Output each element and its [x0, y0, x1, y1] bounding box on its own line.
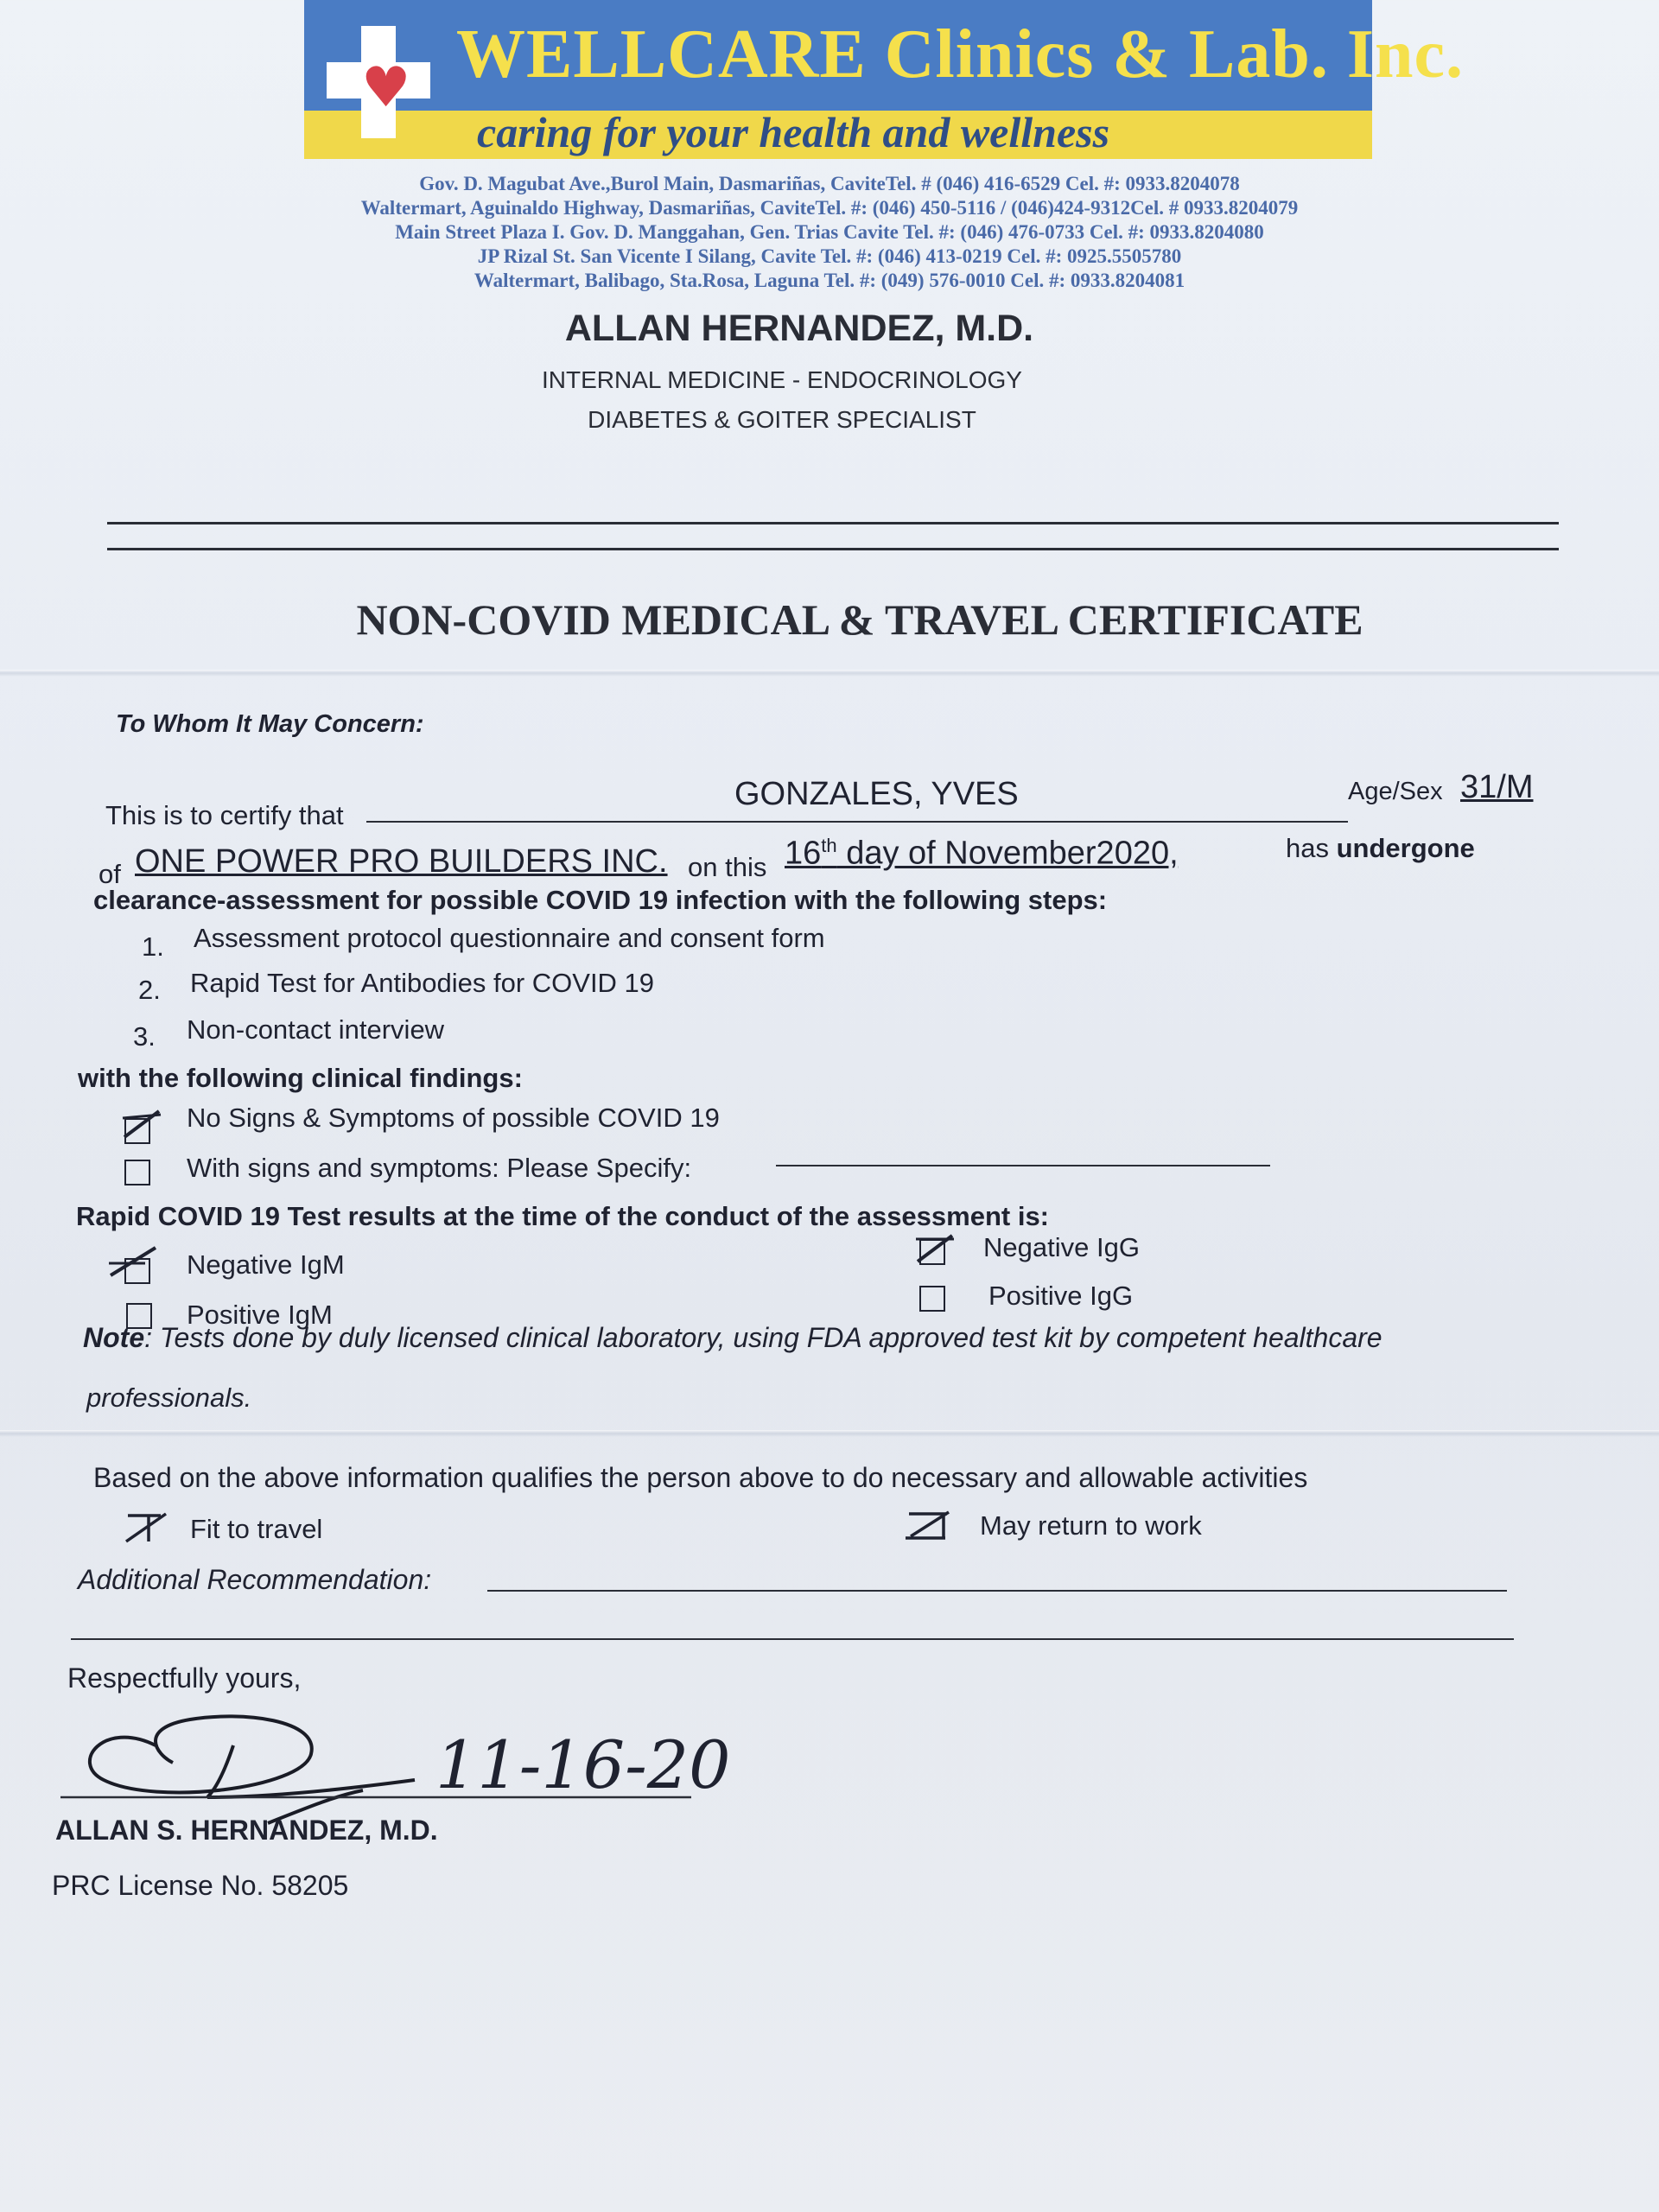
- negative-igm-label: Negative IgM: [187, 1249, 345, 1280]
- note-text-2: professionals.: [86, 1382, 252, 1413]
- additional-underline: [487, 1590, 1507, 1592]
- patient-name: GONZALES, YVES: [734, 776, 1019, 812]
- paper-fold: [0, 670, 1659, 677]
- step-number: 3.: [133, 1021, 156, 1052]
- clinic-name: WELLCARE Clinics & Lab. Inc.: [456, 16, 1464, 92]
- doctor-specialty: INTERNAL MEDICINE - ENDOCRINOLOGY: [542, 366, 1022, 393]
- divider: [107, 522, 1559, 524]
- closing: Respectfully yours,: [67, 1662, 302, 1694]
- additional-underline-2: [71, 1638, 1514, 1640]
- step-text: Non-contact interview: [187, 1014, 445, 1045]
- checkmark-icon: [911, 1232, 963, 1267]
- signatory-name: ALLAN S. HERNANDEZ, M.D.: [55, 1815, 438, 1846]
- note-text: Note: Tests done by duly licensed clinical laboratory, using FDA approved test kit by competent healthcare: [83, 1322, 1382, 1353]
- undergone-text: has undergone: [1286, 833, 1475, 863]
- address-line: Waltermart, Balibago, Sta.Rosa, Laguna Tel. #: (049) 576-0010 Cel. #: 0933.8204081: [474, 270, 1185, 291]
- company-name: ONE POWER PRO BUILDERS INC.: [135, 843, 668, 880]
- positive-igg-label: Positive IgG: [988, 1281, 1134, 1311]
- finding-with-signs: With signs and symptoms: Please Specify:: [187, 1153, 692, 1183]
- checkmark-icon: [118, 1108, 169, 1142]
- may-return-label: May return to work: [980, 1510, 1202, 1541]
- positive-igm-label: Positive IgM: [187, 1300, 333, 1330]
- address-line: Gov. D. Magubat Ave.,Burol Main, Dasmariñas, CaviteTel. # (046) 416-6529 Cel. #: 0933.8204078: [419, 173, 1240, 194]
- checkbox-fit-to-travel[interactable]: [123, 1510, 175, 1545]
- fit-to-travel-label: Fit to travel: [190, 1514, 323, 1544]
- checkbox-positive-igg[interactable]: [919, 1286, 945, 1312]
- on-this-label: on this: [688, 852, 767, 882]
- specify-underline: [776, 1165, 1270, 1166]
- step-text: Assessment protocol questionnaire and consent form: [194, 923, 825, 953]
- certificate-title: NON-COVID MEDICAL & TRAVEL CERTIFICATE: [356, 595, 1363, 644]
- doctor-name: ALLAN HERNANDEZ, M.D.: [564, 308, 1034, 349]
- checkbox-with-signs[interactable]: [124, 1160, 150, 1185]
- checkmark-icon: [107, 1244, 159, 1279]
- rapid-heading: Rapid COVID 19 Test results at the time of the conduct of the assessment is:: [76, 1201, 1050, 1231]
- certificate-date: 16th day of November2020,: [785, 835, 1179, 872]
- signature-date: 11-16-20: [435, 1726, 731, 1803]
- heart-icon: ♥: [361, 56, 411, 120]
- address-line: Main Street Plaza I. Gov. D. Manggahan, Gen. Trias Cavite Tel. #: (046) 476-0733 Cel. #: 0933.8204080: [395, 221, 1264, 243]
- step-number: 2.: [138, 975, 161, 1005]
- qualifies-line: Based on the above information qualifies the person above to do necessary and allowable activities: [93, 1462, 1308, 1493]
- clearance-line: clearance-assessment for possible COVID 19 infection with the following steps:: [93, 885, 1108, 915]
- checkbox-may-return[interactable]: [904, 1507, 956, 1541]
- step-number: 1.: [142, 931, 164, 962]
- clinic-logo: [304, 0, 1464, 162]
- name-underline: [366, 821, 1348, 823]
- clinic-tagline: caring for your health and wellness: [477, 108, 1110, 156]
- of-label: of: [99, 859, 121, 889]
- salutation: To Whom It May Concern:: [116, 710, 424, 738]
- certify-prefix: This is to certify that: [105, 800, 344, 830]
- address-line: Waltermart, Aguinaldo Highway, Dasmariñas, CaviteTel. #: (046) 450-5116 / (046)424-9312Cel. # 0933.8204079: [360, 197, 1299, 219]
- divider: [107, 548, 1559, 550]
- age-sex-value: 31/M: [1460, 769, 1534, 805]
- step-text: Rapid Test for Antibodies for COVID 19: [190, 968, 655, 998]
- address-line: JP Rizal St. San Vicente I Silang, Cavite Tel. #: (046) 413-0219 Cel. #: 0925.5505780: [477, 245, 1182, 267]
- medical-cross-icon: [327, 26, 430, 138]
- finding-no-signs: No Signs & Symptoms of possible COVID 19: [187, 1103, 720, 1133]
- doctor-specialty: DIABETES & GOITER SPECIALIST: [588, 406, 976, 433]
- prc-license: PRC License No. 58205: [52, 1870, 349, 1901]
- additional-label: Additional Recommendation:: [78, 1564, 432, 1595]
- negative-igg-label: Negative IgG: [983, 1232, 1140, 1262]
- findings-heading: with the following clinical findings:: [78, 1063, 523, 1093]
- paper-fold: [0, 1430, 1659, 1437]
- age-sex-label: Age/Sex: [1348, 778, 1443, 805]
